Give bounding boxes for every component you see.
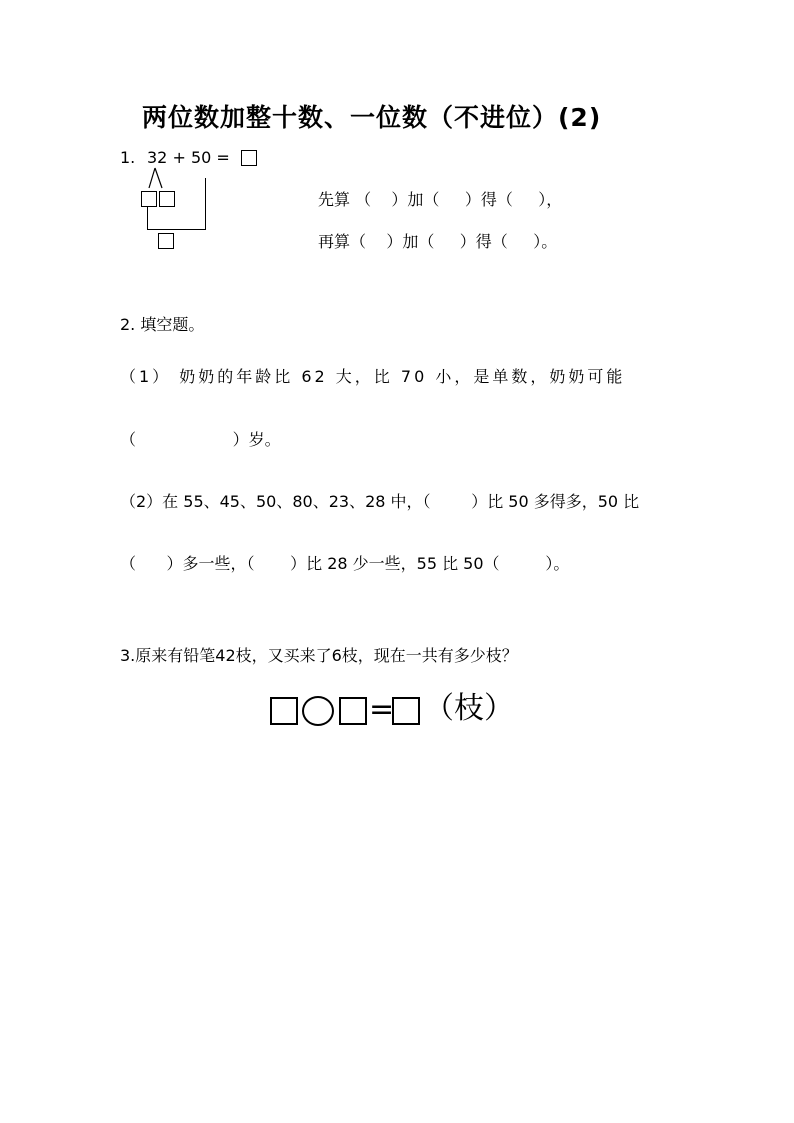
equation-box-1[interactable] (270, 697, 298, 725)
result-box[interactable] (158, 233, 174, 249)
equation-box-2[interactable] (339, 697, 367, 725)
operator-circle[interactable] (302, 696, 334, 726)
q1-expression: 32 + 50 = (147, 148, 230, 167)
q2-part1-line1: （1） 奶奶的年龄比 62 大，比 70 小，是单数，奶奶可能 (120, 367, 626, 386)
split-box-right[interactable] (159, 191, 175, 207)
bracket-bottom (147, 229, 206, 230)
q2-part2-line2: （ ）多一些，（ ）比 28 少一些，55 比 50（ ）。 (120, 554, 570, 573)
q2-part2-line1: （2）在 55、45、50、80、23、28 中，（ ）比 50 多得多，50 比 (120, 492, 640, 511)
equals-sign: = (369, 692, 395, 727)
q1-step1: 先算 （ ）加（ ）得（ ）， (318, 190, 563, 209)
bracket-right (205, 178, 206, 230)
split-box-left[interactable] (141, 191, 157, 207)
q1-step2: 再算（ ）加（ ）得（ ）。 (318, 232, 558, 251)
unit-label: （枝） (424, 691, 514, 726)
equation-box-3[interactable] (392, 697, 420, 725)
split-lines (140, 166, 170, 191)
page-title: 两位数加整十数、一位数（不进位）(2) (142, 103, 602, 132)
q3-question: 3.原来有铅笔42枝，又买来了6枝，现在一共有多少枝？ (120, 646, 518, 665)
q2-heading: 2. 填空题。 (120, 315, 205, 334)
bracket-left (147, 207, 148, 230)
q2-part1-line2: （ ）岁。 (120, 430, 281, 449)
q1-number: 1. (120, 148, 136, 167)
q1-answer-box[interactable] (241, 150, 257, 166)
